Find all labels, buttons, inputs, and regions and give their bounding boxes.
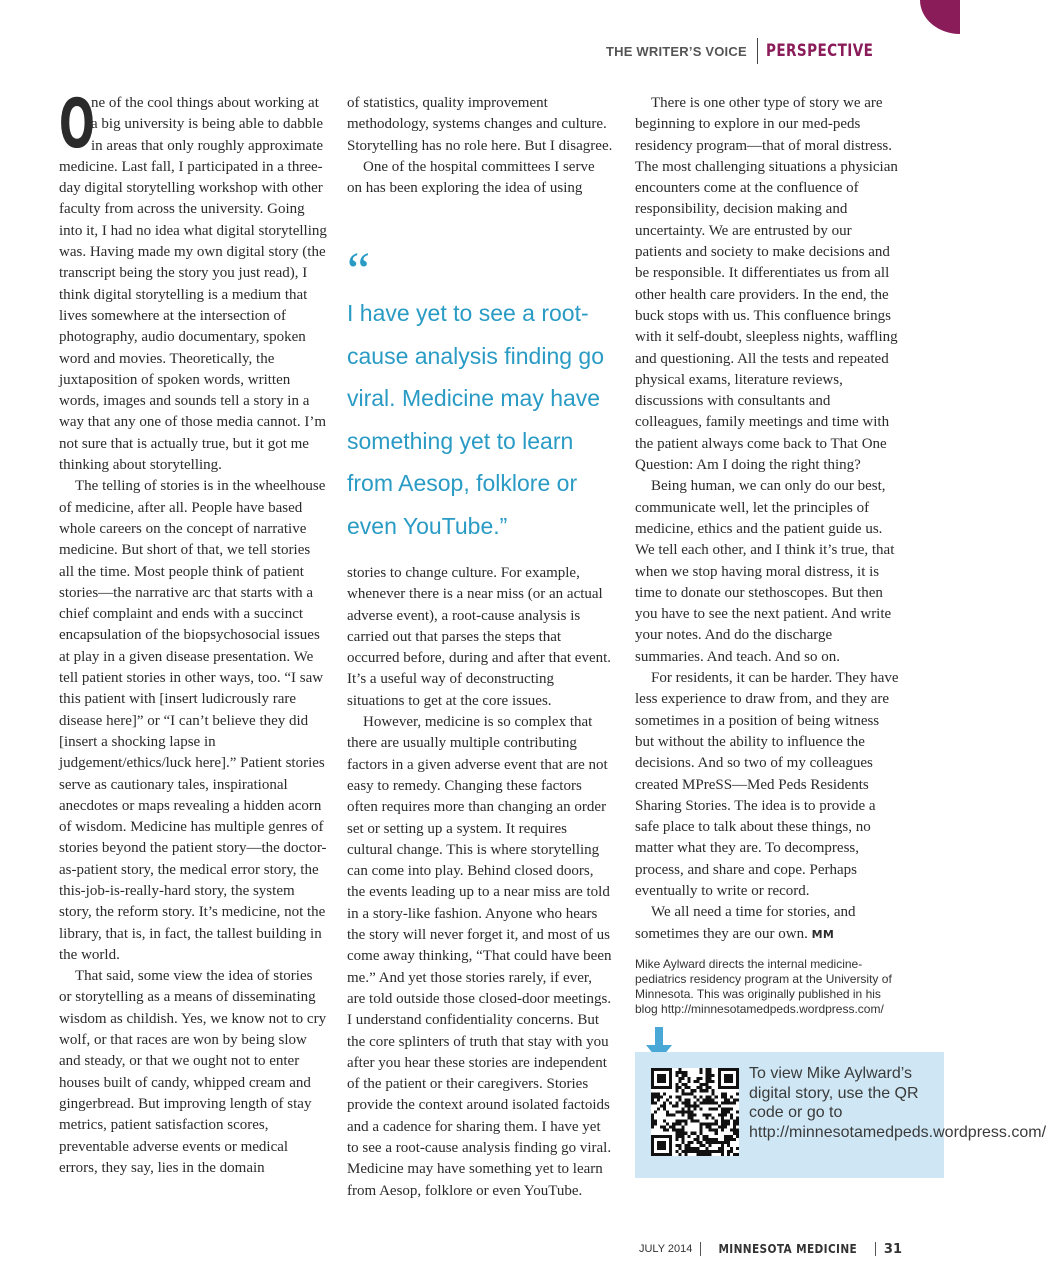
column-2-continued [347,563,613,1202]
paragraph-text: ne of the cool things about working at a big university is being able to dabble in areas that only roughly approximate medicine. Last fall, I participated in a three-day digital storytelling workshop with other faculty from across the university. Going into it, I had no idea what digital storytelling was. Having made my own digital story (the transcript being the story you just read), I think digital storytelling is a medium that lives somewhere at the intersection of photography, audio documentary, spoken word and movies. Theoretically, the juxtaposition of spoken words, written words, images and sounds tell a story in a way that any one of those media cannot. I’m not sure that is actually true, but it got me thinking about storytelling. [59,95,327,474]
footer-divider [700,1242,701,1256]
paragraph: The telling of stories is in the wheelhouse of medicine, after all. People have based whole careers on the concept of narrative medicine. But short of that, we tell stories all the time. Most people think of patient stories—the narrative arc that starts with a chief complaint and ends with a succinct encapsulation of the biopsychosocial issues at play in a given disease presentation. We tell patient stories in other ways, too. “I saw this patient with [insert ludicrously rare disease here]” or “I can’t believe they did [insert a shocking lapse in judgement/ethics/luck here].” Patient stories serve as cautionary tales, inspirational anecdotes or maps revealing a hidden acorn of wisdom. Medicine has multiple genres of stories beyond the patient story—the doctor-as-patient story, the medical error story, the this-job-is-really-hard story, the system story, the reform story. It’s medicine, not the library, that is, in fact, the tallest building in the world. [59,478,327,963]
quote-mark: “ [347,243,371,300]
paragraph: stories to change culture. For example, whenever there is a near miss (or an actual adverse event), a root-cause analysis is carried out that parses the steps that occurred before, during and after that event. It’s a useful way of deconstructing situations to get at the core issues. [347,565,612,709]
paragraph [635,902,901,945]
paragraph [59,85,327,476]
page-footer [639,1240,902,1258]
paragraph: However, medicine is so complex that there are usually multiple contributing factors in a given adverse event that are not easy to remedy. Changing these factors often requires more than changing an order set or setting up a system. It requires cultural change. This is where storytelling can come into play. Behind closed doors, the events leading up to a near miss are told in a story-like fashion. Anyone who hears the story will never forget it, and most of us come away thinking, “That could have been me.” And yet those stories rarely, if ever, are told outside those closed-door meetings. I understand confidentiality concerns. But the core splinters of truth that stay with you after you hear these stories are independent of the patient or their caregivers. Stories provide the context around isolated factoids and a cadence for sharing them. I have yet to see a root-cause analysis finding go viral. Medicine may have something yet to learn from Aesop, folklore or even YouTube. [347,714,612,1199]
paragraph: Being human, we can only do our best, communicate well, let the principles of medicine, ethics and the patient guide us. We tell each other, and I think it’s true, that when we stop having moral distress, it is time to donate our stethoscopes. But then you have to see the next patient. And write your notes. And do the discharge summaries. And teach. And so on. [635,478,895,665]
corner-tab [920,0,960,34]
paragraph: There is one other type of story we are beginning to explore in our med-peds residency program—that of moral distress. The most challenging situations a physician encounters come at the confluence of responsibility, decision making and uncertainty. We are entrusted by our patients and society to make decisions and be responsible. It differentiates us from all other health care providers. In the end, the buck stops with us. This confluence brings with it self-doubt, sleepless nights, waffling and questioning. All the tests and repeated physical exams, literature reviews, discussions with consultants and colleagues, family meetings and time with the patient always come back to That One Question: Am I doing the right thing? [635,95,898,474]
column-3 [635,93,901,945]
column-1 [59,85,327,1179]
qr-code-icon[interactable] [651,1068,739,1156]
paragraph: of statistics, quality improvement methodology, systems changes and culture. Storytelling has no role here. But I disagree. [347,95,613,154]
paragraph: One of the hospital committees I serve on has been exploring the idea of using [347,158,595,197]
pull-quote [347,243,609,548]
page-header [606,38,902,64]
paragraph: That said, some view the idea of stories or storytelling as a means of disseminating wisdom as childish. Yes, we know not to cry wolf, or that races are won by being slow and steady, or that we ought not to enter houses built of candy, whipped cream and gingerbread. But improving length of stay metrics, patient satisfaction scores, preventable adverse events or medical errors, they say, lies in the domain [59,968,327,1176]
drop-cap: O [59,85,95,164]
issue-date: JULY 2014 [638,1243,693,1255]
author-bio: Mike Aylward directs the internal medicine-pediatrics residency program at the University of Minnesota. This was originally published in his blog http://minnesotamedpeds.wordpress.com/ [635,957,892,1016]
pull-quote-text: I have yet to see a root-cause analysis finding go viral. Medicine may have something yet to learn from Aesop, folklore or even YouTube.” [347,300,604,539]
category-label: PERSPECTIVE [765,41,874,61]
end-mark: MM [811,927,835,941]
paragraph-text: We all need a time for stories, and sometimes they are our own. [635,904,856,942]
paragraph: For residents, it can be harder. They have less experience to draw from, and they are sometimes in a position of being witness but without the ability to influence the decisions. And so two of my colleagues created MPreSS—Med Peds Residents Sharing Stories. The idea is to provide a safe place to talk about these things, no matter what they are. To decompress, process, and share and cope. Perhaps eventually to write or record. [635,670,899,899]
magazine-name: MINNESOTA MEDICINE [718,1242,858,1256]
page-number: 31 [883,1241,902,1257]
section-label: THE WRITER’S VOICE [606,43,747,59]
qr-callout-text: To view Mike Aylward’s digital story, use the QR code or go to http://minnesotamedpeds.wordpress.com/ [749,1065,1046,1142]
column-2 [347,93,613,199]
qr-callout [635,1052,1046,1178]
